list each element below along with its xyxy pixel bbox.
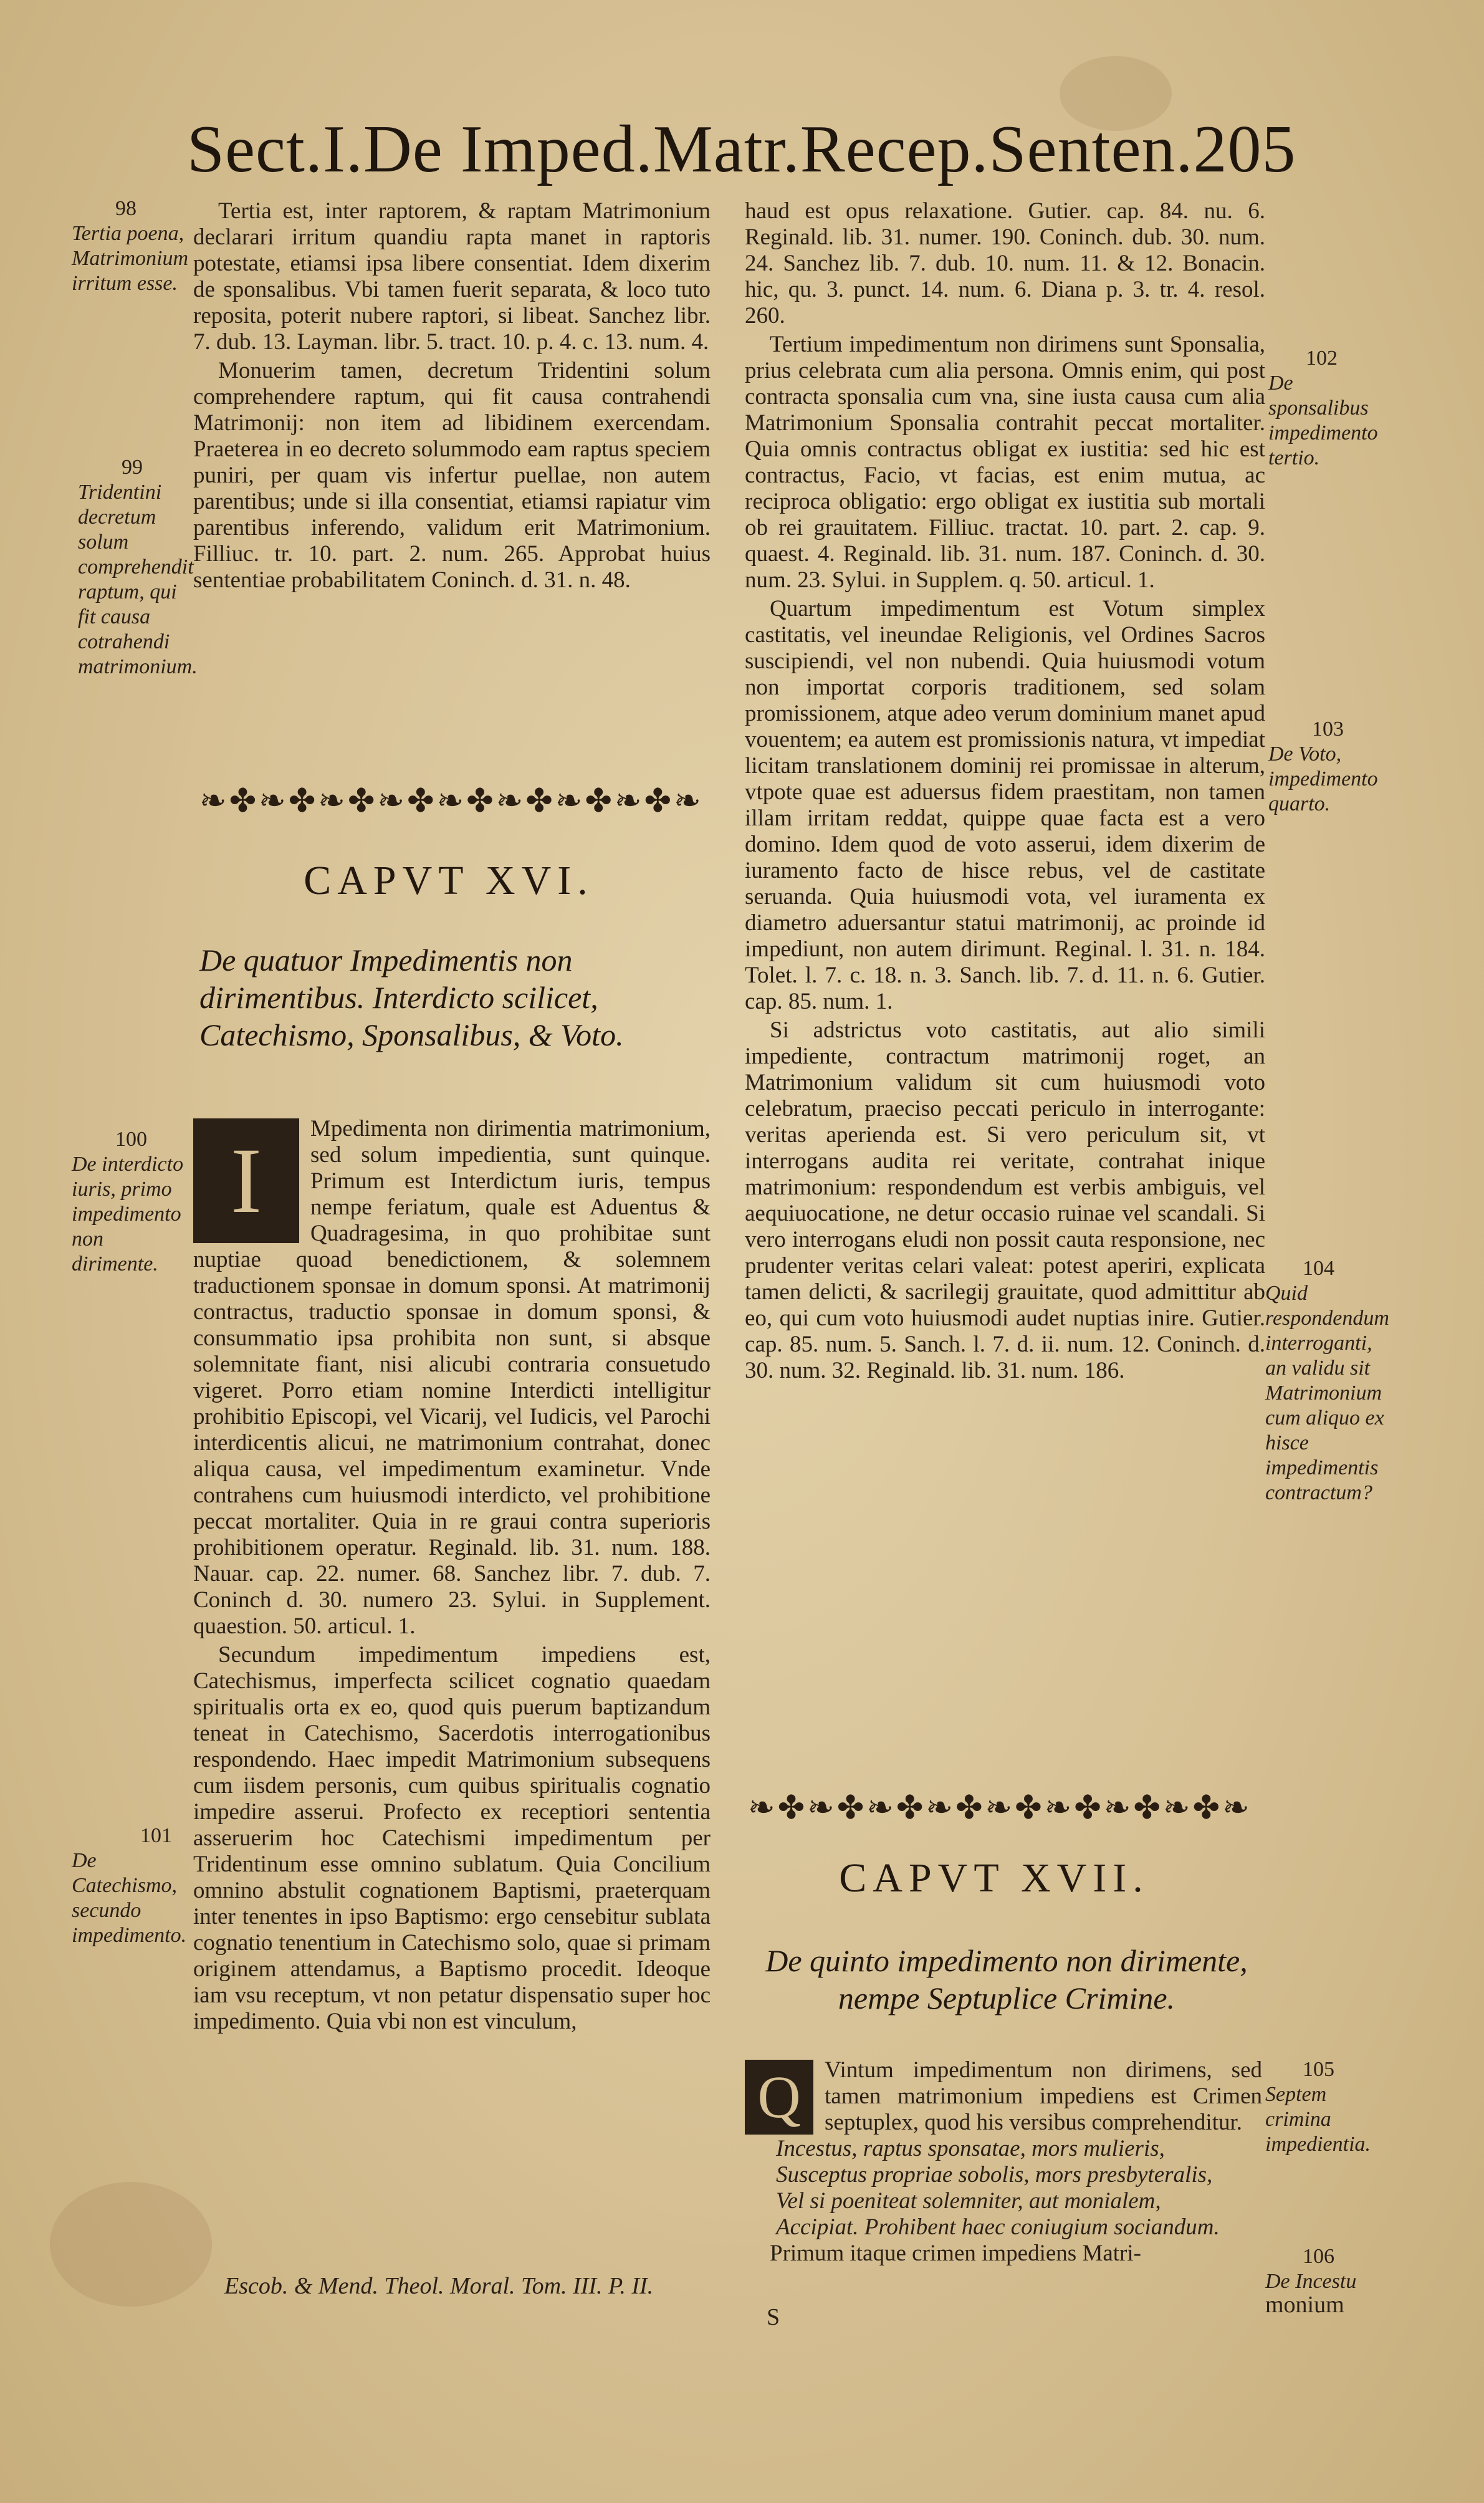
chapter-heading-xvii: CAPVT XVII. <box>839 1855 1149 1901</box>
margin-number: 100 <box>115 1128 147 1151</box>
margin-text: De interdicto iuris, primo impedimento non dirimente. <box>72 1153 184 1276</box>
left-column-chapter-xvi <box>193 1116 711 2035</box>
paragraph-106: Primum itaque crimen impediens Matri- <box>770 2241 1141 2266</box>
margin-number: 99 <box>122 456 143 479</box>
margin-text: De Catechismo, secundo impedimento. <box>72 1849 187 1947</box>
margin-note-99 <box>78 455 199 680</box>
margin-text: Tridentini decretum solum comprehendit raptum, qui fit causa cotrahendi matrimonium. <box>78 481 198 678</box>
margin-text: Septem crimina impedientia. <box>1265 2083 1371 2156</box>
signature-mark: S <box>767 2304 780 2330</box>
margin-note-103 <box>1268 717 1393 817</box>
margin-text: De Voto, impedimento quarto. <box>1268 742 1378 815</box>
paragraph-98: Tertia est, inter raptorem, & raptam Matrimonium declarari irritum quandiu rapta manet in raptoris potestate, etiamsi ipsa libere consentiat. Idem dixerim de sponsalibus. Vbi tamen fuerit separata, & loco tuto reposita, poterit nubere raptori, si libeat. Sanchez libr. 7. dub. 13. Layman. libr. 5. tract. 10. p. 4. c. 13. num. 4. <box>193 198 711 355</box>
margin-note-101 <box>72 1823 190 1948</box>
running-header: Sect.I.De Imped.Matr.Recep.Senten.205 <box>187 112 1296 186</box>
paragraph-103: Quartum impedimentum est Votum simplex castitatis, vel ineundae Religionis, vel Ordines Sacros suscipiendi, vel non nubendi. Quia huiusmodi votum non importat corporis traditionem, sed solam promissionem, atque adeo verum dominium manet apud vouentem; ea autem est promissionis natura, vt impediat licitam translationem dominij rei promissae in alterum, vtpote quae est aduersus fidem praestitam, non tamen illam irritam reddat, quippe quae facta est a vero domino. Idem quod de voto asserui, idem dixerim de iuramento facto de hisce rebus, vel de castitate seruanda. Quia huiusmodi vota, vel iuramenta ex diametro aduersantur statui matrimonij, ac proinde id impediunt, non autem dirimunt. Reginal. l. 31. n. 184. Tolet. l. 7. c. 18. n. 3. Sanch. lib. 7. d. 11. n. 6. Gutier. cap. 85. num. 1. <box>745 596 1265 1014</box>
chapter-heading-xvi: CAPVT XVI. <box>304 858 594 903</box>
margin-note-104 <box>1265 1256 1393 1506</box>
paragraph-105: Vintum impedimentum non dirimens, sed tamen matrimonium impediens est Crimen septuplex, quod his versibus comprehenditur. <box>825 2057 1262 2135</box>
margin-number: 101 <box>140 1824 172 1847</box>
verse-line-2: Susceptus propriae sobolis, mors presbyteralis, <box>776 2162 1213 2188</box>
decorated-initial-i: I <box>193 1118 299 1243</box>
paragraph-99: Monuerim tamen, decretum Tridentini solum comprehendere raptum, qui fit causa contrahendi Matrimonij: non item ad libidinem exercendam. Praeterea in eo decreto solummodo eam raptus speciem puniri, per quam vis infertur puellae, non autem parentibus; unde si illa consentiat, etiamsi rapiatur vim parentibus inferendo, validum erit Matrimonium. Filliuc. tr. 10. part. 2. num. 265. Approbat huius sententiae probabilitatem Coninch. d. 31. n. 48. <box>193 358 711 593</box>
paragraph-102: Tertium impedimentum non dirimens sunt Sponsalia, prius celebrata cum alia persona. Omnis enim, qui post contracta sponsalia cum vna, sine iusta causa cum alia Matrimonium Sponsalia contrahit peccat mortaliter. Quia omnis contractus obligat ex iustitia: sed hic est contractus, Facio, vt facias, est enim mutua, ac reciproca obligatio: ergo obligat ex iustitia sub mortali ob rei grauitatem. Filliuc. tractat. 10. part. 2. cap. 9. quaest. 4. Reginald. lib. 31. num. 187. Coninch. d. 30. num. 23. Sylui. in Supplem. q. 50. articul. 1. <box>745 332 1265 593</box>
paper-stain <box>50 2182 212 2307</box>
right-column-chapter-xvii <box>745 2057 1262 2267</box>
margin-number: 105 <box>1303 2058 1334 2081</box>
verse-line-3: Vel si poeniteat solemniter, aut monialem, <box>776 2188 1161 2214</box>
chapter-subtitle-xvii: De quinto impedimento non dirimente, nempe Septuplice Crimine. <box>765 1943 1248 2015</box>
verse-line-1: Incestus, raptus sponsatae, mors mulieris, <box>776 2136 1165 2161</box>
verse-line-4: Accipiat. Prohibent haec coniugium sociandum. <box>776 2214 1220 2240</box>
margin-number: 98 <box>115 197 136 220</box>
margin-number: 103 <box>1312 718 1344 741</box>
margin-note-106 <box>1265 2244 1393 2294</box>
margin-note-105 <box>1265 2057 1393 2157</box>
chapter-subtitle-xvi: De quatuor Impedimentis non dirimentibus. Interdicto scilicet, Catechismo, Sponsalibus, & Voto. <box>199 943 624 1052</box>
running-footer-title: Escob. & Mend. Theol. Moral. Tom. III. P. II. <box>224 2273 654 2299</box>
margin-note-100 <box>72 1127 190 1277</box>
paragraph-101: Secundum impedimentum impediens est, Catechismus, imperfecta scilicet cognatio quaedam spiritualis orta ex eo, quod quis puerum baptizandum teneat in Catechismo, Sacerdotis interrogationibus respondendo. Haec impedit Matrimonium subsequens cum iisdem personis, cum quibus spiritualis cognatio impedire asserui. Profecto ex receptiori sententia asseruerim hoc Catechismi impedimentum per Tridentinum esse omnino sublatum. Quia Concilium omnino abstulit cognationem Baptismi, praeterquam inter tenentes in ipso Baptismo: ergo censebitur sublata cognatio tenentium in Catechismo solo, quae si primam originem attendamus, a Baptismo procedit. Ideoque iam vsu receptum, vt non petatur dispensatio super hoc impedimento. Quia vbi non est vinculum, <box>193 1642 711 2034</box>
margin-text: Quid respondendum interroganti, an validu sit Matrimonium cum aliquo ex hisce impedimentis contractum? <box>1265 1282 1389 1504</box>
margin-number: 102 <box>1306 347 1338 370</box>
margin-number: 104 <box>1303 1257 1334 1280</box>
margin-note-98 <box>72 196 190 296</box>
margin-text: De Incestu <box>1265 2270 1357 2293</box>
paragraph-100: Mpedimenta non dirimentia matrimonium, sed solum impedientia, sunt quinque. Primum est Interdictum iuris, tempus nempe feriatum, quale est Aduentus & Quadragesima, in quo prohibitae sunt nuptiae quoad benedictionem, & solemnem traductionem sponsae in domum sponsi. At matrimonij contractus, traductio sponsae in domum sponsi, & consummatio ipsa prohibita non sunt, si absque solemnitate fiant, nisi alicubi contraria consuetudo vigeret. Porro etiam nomine Interdicti intelligitur prohibitio Episcopi, vel Vicarij, vel Iudicis, vel Parochi interdicentis alicui, ne matrimonium contrahat, donec aliqua causa, vel impedimentum examinetur. Vnde contrahens cum huiusmodi interdicto, vel prohibitione peccat mortaliter. Quia in re graui contra superioris prohibitionem operatur. Reginald. lib. 31. num. 188. Nauar. cap. 22. numer. 68. Sanchez libr. 7. dub. 7. Coninch d. 30. numero 23. Sylui. in Supplement. quaestion. 50. articul. 1. <box>193 1116 711 1639</box>
catchword: monium <box>1265 2292 1344 2318</box>
left-column-top <box>193 198 711 593</box>
margin-number: 106 <box>1303 2245 1334 2268</box>
margin-text: De sponsalibus impedimento tertio. <box>1268 372 1378 469</box>
ornament-band-right: ❧✤❧✤❧✤❧✤❧✤❧✤❧✤❧✤❧ <box>748 1789 1252 1827</box>
paragraph-104: Si adstrictus voto castitatis, aut alio simili impediente, contractum matrimonij roget, an Matrimonium validum sit cum huiusmodi voto celebratum, praeciso peccati periculo in interrogante: veritas aperienda est. Si vero periculum sit, vt interrogans audita rei veritate, contrahat inique matrimonium: respondendum est verbis ambiguis, vel aequiuocatione, ne detur occasio ruinae vel scandali. Si vero interrogans eludi non possit cauta responsione, nec prudenter veritas celari valeat: potest aperiri, explicata tamen delicti, & sacrilegij grauitate, quod admittitur ab eo, qui cum voto huiusmodi audet nuptias inire. Gutier. cap. 85. num. 5. Sanch. l. 7. d. ii. num. 12. Coninch. d. 30. num. 32. Reginald. lib. 31. num. 186. <box>745 1017 1265 1383</box>
decorated-initial-q: Q <box>745 2060 813 2135</box>
margin-note-102 <box>1268 346 1393 471</box>
right-column-top <box>745 198 1265 1384</box>
paragraph-continued: haud est opus relaxatione. Gutier. cap. 84. nu. 6. Reginald. lib. 31. numer. 190. Coninch. dub. 30. num. 24. Sanchez lib. 7. dub. 10. num. 11. & 12. Bonacin. hic, qu. 3. punct. 14. num. 6. Diana p. 3. tr. 4. resol. 260. <box>745 198 1265 329</box>
margin-text: Tertia poena, Matrimonium irritum esse. <box>72 222 188 295</box>
ornament-band-left: ❧✤❧✤❧✤❧✤❧✤❧✤❧✤❧✤❧ <box>199 782 704 820</box>
